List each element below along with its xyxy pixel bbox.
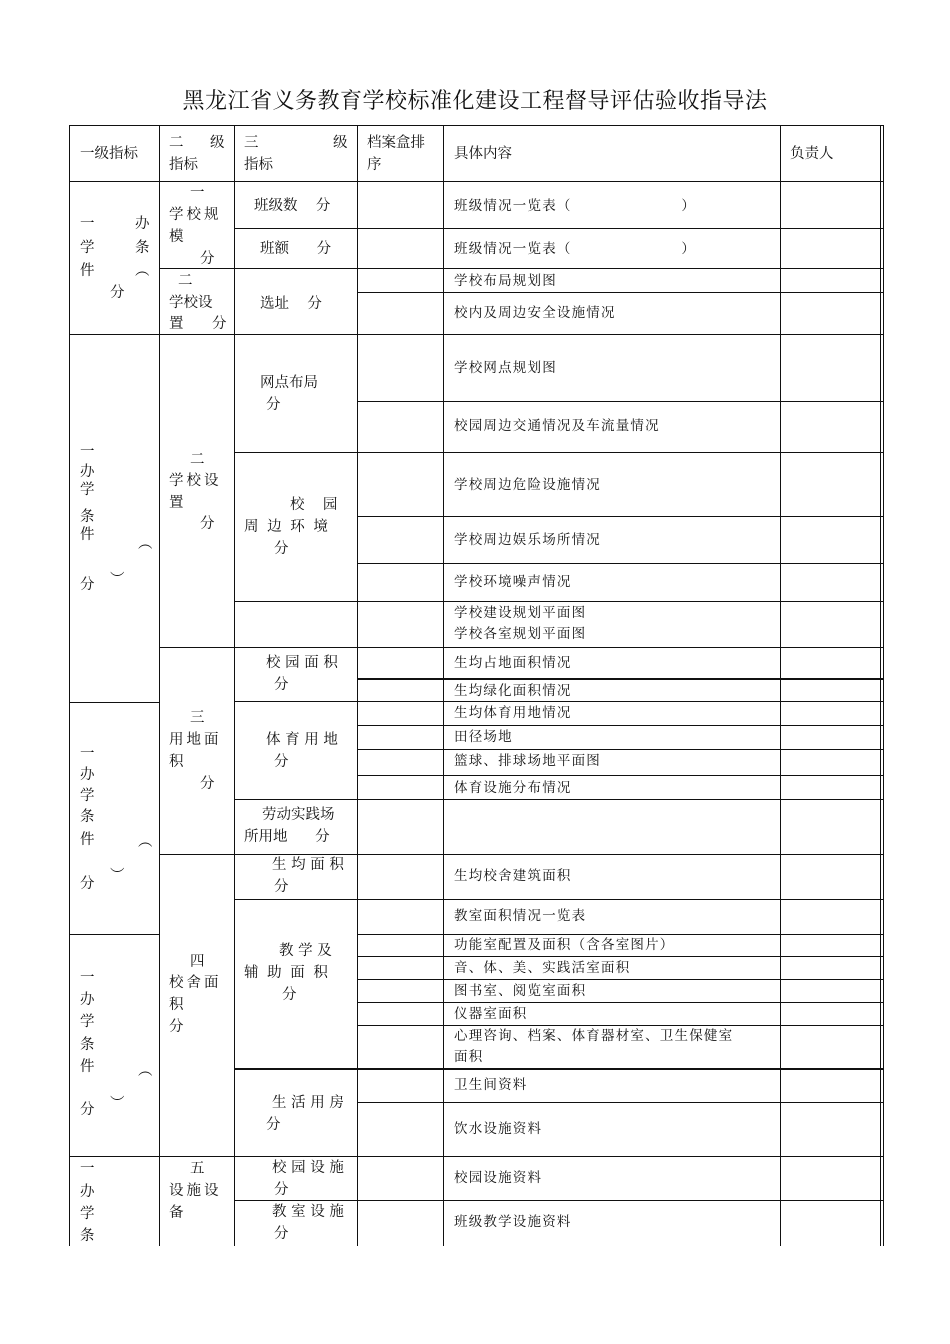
header-owner: 负责人: [790, 146, 834, 162]
level1-label: 办: [80, 1184, 95, 1200]
level1-label: 一: [80, 444, 95, 460]
level2-label: 四: [190, 954, 205, 970]
level3-label: 分: [282, 987, 297, 1003]
content-item: 班级情况一览表（ ）: [454, 198, 697, 214]
table-border: [234, 1200, 884, 1201]
table-border: [69, 934, 159, 935]
content-item: 生均校舍建筑面积: [454, 868, 572, 884]
level1-label: 条: [80, 1037, 95, 1053]
header-level2: 指标: [169, 157, 198, 173]
level2-label: 分: [212, 316, 227, 332]
level3-label: 分: [274, 541, 289, 557]
table-border: [234, 125, 235, 1246]
table-border: [443, 125, 444, 1246]
level3-label: 网点布局: [260, 375, 318, 391]
content-item: 学校建设规划平面图: [454, 605, 587, 621]
content-item: 学校周边娱乐场所情况: [454, 532, 601, 548]
table-border: [357, 1102, 884, 1103]
level1-label: 分: [80, 577, 95, 593]
level3-label: 选址 分: [260, 296, 322, 312]
header-level3: 指标: [244, 157, 273, 173]
page-title: 黑龙江省义务教育学校标准化建设工程督导评估验收指导法: [182, 89, 768, 114]
level2-label: 一: [190, 185, 205, 201]
level1-label: 分: [80, 876, 95, 892]
level2-label: 积: [169, 997, 184, 1013]
level1-label: 分: [80, 1102, 95, 1118]
table-border: [234, 1068, 884, 1070]
header-archive: 档案盒排: [367, 135, 425, 151]
level3-label: 分: [274, 1182, 289, 1198]
table-border: [69, 181, 884, 182]
content-item: 学校环境噪声情况: [454, 574, 572, 590]
level1-label: ︵: [138, 536, 153, 552]
content-item: 卫生间资料: [454, 1077, 528, 1093]
content-item: 生均占地面积情况: [454, 655, 572, 671]
table-border: [69, 702, 159, 703]
level1-label: 学: [80, 1014, 95, 1030]
level3-label: 分: [266, 1117, 281, 1133]
level1-label: 办: [80, 992, 95, 1008]
table-border: [357, 516, 884, 517]
level2-label: 设施设: [169, 1183, 222, 1199]
table-border: [234, 228, 884, 229]
header-level2: 级: [210, 135, 225, 151]
level2-label: 校舍面: [169, 975, 222, 991]
level2-label: 五: [190, 1161, 205, 1177]
table-border: [159, 647, 884, 648]
header-level3: 三: [244, 135, 259, 151]
level1-label: 一: [80, 216, 95, 232]
table-border: [159, 125, 160, 1246]
level3-label: 劳动实践场: [262, 807, 335, 823]
table-border: [234, 799, 884, 800]
level3-label: 分: [274, 754, 289, 770]
level1-label: ︶: [110, 868, 125, 884]
content-item: 心理咨询、档案、体育器材室、卫生保健室: [454, 1028, 734, 1044]
level1-label: 件: [80, 1059, 95, 1075]
table-border: [357, 678, 884, 680]
table-border: [357, 725, 884, 726]
level1-label: 条件: [80, 509, 95, 543]
level2-label: 置: [169, 316, 184, 332]
level2-label: 学校规: [169, 207, 222, 223]
content-item: 学校各室规划平面图: [454, 626, 587, 642]
level2-label: 备: [169, 1205, 184, 1221]
level1-label: 学: [80, 788, 95, 804]
content-item: 田径场地: [454, 729, 513, 745]
content-item: 教室面积情况一览表: [454, 908, 587, 924]
level3-label: 辅 助 面 积: [244, 965, 330, 981]
level1-label: 一: [80, 746, 95, 762]
table-border: [780, 125, 781, 1246]
content-item: 班级情况一览表（ ）: [454, 241, 697, 257]
header-level1: 一级指标: [80, 146, 138, 162]
table-border: [357, 292, 884, 293]
level2-label: 学校设: [169, 473, 222, 489]
level3-label: 分: [274, 879, 289, 895]
level2-label: 分: [200, 776, 215, 792]
level3-label: 所用地 分: [244, 829, 330, 845]
content-item: 校园设施资料: [454, 1170, 543, 1186]
level3-label: 周 边 环 境: [244, 519, 330, 535]
content-item: 学校布局规划图: [454, 273, 557, 289]
table-border: [69, 334, 884, 335]
level1-label: 办学: [80, 464, 95, 498]
content-item: 图书室、阅览室面积: [454, 983, 587, 999]
level2-label: 分: [169, 1019, 184, 1035]
content-item: 校园周边交通情况及车流量情况: [454, 418, 660, 434]
content-item: 班级教学设施资料: [454, 1214, 572, 1230]
table-border: [357, 401, 884, 402]
content-item: 功能室配置及面积（含各室图片）: [454, 937, 675, 953]
level2-label: 三: [190, 710, 205, 726]
table-border: [880, 125, 881, 1246]
level3-label: 生 活 用 房: [272, 1095, 344, 1111]
level3-label: 校 园: [290, 497, 338, 513]
level2-label: 模: [169, 229, 184, 245]
table-border: [357, 749, 884, 750]
table-border: [69, 1156, 884, 1157]
level1-label: 件: [80, 263, 95, 279]
level3-label: 分: [274, 1226, 289, 1242]
content-item: 学校周边危险设施情况: [454, 477, 601, 493]
header-level3: 级: [333, 135, 348, 151]
level3-label: 教 室 设 施: [272, 1204, 344, 1220]
level1-label: 条: [135, 240, 150, 256]
table-border: [883, 125, 884, 1246]
level1-label: 条: [80, 1228, 95, 1244]
header-content: 具体内容: [454, 146, 512, 162]
content-item: 体育设施分布情况: [454, 780, 572, 796]
table-border: [357, 125, 358, 1246]
table-border: [69, 125, 884, 126]
level3-label: 校 园 面 积: [266, 655, 338, 671]
table-border: [159, 854, 884, 855]
level3-label: 校 园 设 施: [272, 1160, 344, 1176]
level1-label: ︵: [138, 1063, 153, 1079]
level2-label: 学校设: [169, 295, 213, 311]
level3-label: 教 学 及: [279, 943, 332, 959]
level2-label: 二: [190, 452, 205, 468]
table-border: [357, 775, 884, 776]
level2-label: 用地面: [169, 732, 222, 748]
level1-label: 条: [80, 809, 95, 825]
table-border: [357, 1002, 884, 1003]
content-item: 饮水设施资料: [454, 1121, 543, 1137]
level1-label: ︶: [110, 1096, 125, 1112]
level2-label: 二: [178, 273, 193, 289]
level3-label: 生 均 面 积: [272, 857, 344, 873]
content-item: 篮球、排球场地平面图: [454, 753, 601, 769]
content-item: 仪器室面积: [454, 1006, 528, 1022]
content-item: 面积: [454, 1049, 484, 1065]
level2-label: 分: [200, 251, 215, 267]
level1-label: 一: [80, 970, 95, 986]
header-level2: 二: [169, 135, 184, 151]
table-border: [159, 268, 884, 269]
table-border: [234, 601, 884, 602]
content-item: 生均体育用地情况: [454, 705, 572, 721]
table-border: [357, 956, 884, 957]
header-archive: 序: [367, 157, 382, 173]
level3-label: 体 育 用 地: [266, 732, 338, 748]
table-border: [69, 125, 70, 1246]
level1-label: ︶: [110, 572, 125, 588]
content-item: 音、体、美、实践活室面积: [454, 960, 631, 976]
level1-label: ︵: [135, 263, 150, 279]
level1-label: 办: [80, 767, 95, 783]
table-border: [234, 452, 884, 453]
table-border: [357, 563, 884, 564]
level1-label: 分: [110, 285, 125, 301]
level1-label: 学: [80, 1206, 95, 1222]
content-item: 学校网点规划图: [454, 360, 557, 376]
level1-label: 办: [135, 216, 150, 232]
level2-label: 置: [169, 495, 184, 511]
table-border: [234, 899, 884, 900]
level1-label: 一: [80, 1161, 95, 1177]
level3-label: 班级数 分: [254, 198, 331, 214]
level2-label: 积: [169, 754, 184, 770]
level1-label: 学: [80, 240, 95, 256]
content-item: 校内及周边安全设施情况: [454, 305, 616, 321]
level3-label: 分: [274, 677, 289, 693]
level3-label: 班额 分: [260, 241, 332, 257]
content-item: 生均绿化面积情况: [454, 683, 572, 699]
table-border: [357, 979, 884, 980]
level1-label: ︵: [138, 834, 153, 850]
level2-label: 分: [200, 516, 215, 532]
level3-label: 分: [266, 397, 281, 413]
level1-label: 件: [80, 832, 95, 848]
